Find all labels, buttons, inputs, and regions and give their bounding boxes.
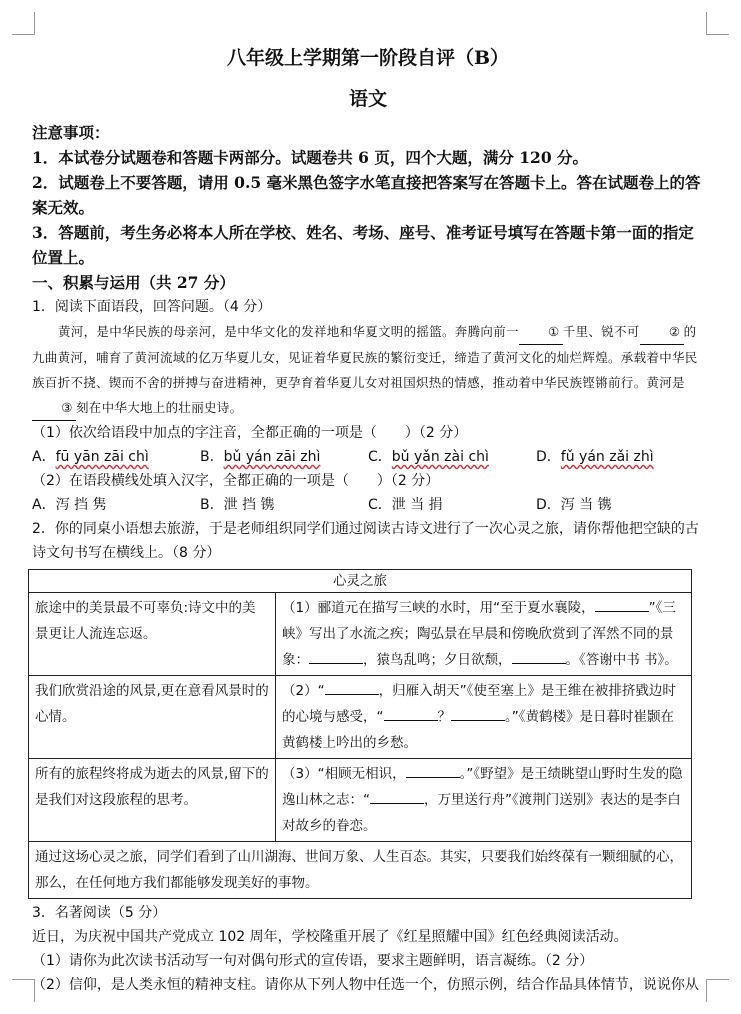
notice-heading: 注意事项： xyxy=(32,123,110,142)
notice-item-1: 1．本试卷分试题卷和答题卡两部分。试题卷共 6 页，四个大题，满分 120 分。 xyxy=(32,148,589,167)
row-content: （2）“ ，归雁入胡天”《使至塞上》是王维在被排挤戥边时的心境与感受，“ ？ 。”《黄鹤楼》是日暮时崔颢在黄鹤楼上吟出的乡愁。 xyxy=(276,676,692,759)
option-b: B．泄 挡 镌 xyxy=(200,497,275,513)
crop-mark-top-right xyxy=(706,12,729,35)
row-theme: 旅途中的美景最不可辜负:诗文中的美景更让人流连忘返。 xyxy=(29,593,276,676)
question-1-sub-2: （2）在语段横线处填入汉字，全都正确的一项是（ ）（2 分） xyxy=(32,473,440,489)
passage-text-2: 千里、锐不可 xyxy=(562,324,640,339)
question-1-sub-1: （1）依次给语段中加点的字注音，全都正确的一项是（ ）（2 分） xyxy=(32,425,468,441)
crop-mark-top-left xyxy=(12,12,35,35)
option-d: D．fǔ yán zǎi zhì xyxy=(536,449,654,465)
section-heading: 一、积累与运用（共 27 分） xyxy=(32,273,235,292)
sub-2-options xyxy=(32,493,704,517)
blank-2: ② xyxy=(640,319,684,345)
question-2-stem: 2．你的同桌小语想去旅游，于是老师组织同学们通过阅读古诗文进行了一次心灵之旅，请你帮他把空缺的古诗文句书写在横线上。（8 分） xyxy=(32,521,699,561)
option-a: A．fū yān zāi chì xyxy=(32,449,149,465)
blank-3: ③ xyxy=(32,395,76,421)
sub-1-options xyxy=(32,445,704,469)
question-3-sub-2: （2）信仰，是人类永恒的精神支柱。请你从下列人物中任选一个，仿照示例，结合作品具体情节，说说你从 xyxy=(32,977,699,993)
question-3-intro: 近日，为庆祝中国共产党成立 102 周年，学校隆重开展了《红星照耀中国》红色经典阅读活动。 xyxy=(32,929,628,945)
table-row xyxy=(29,593,692,676)
question-1-stem: 1．阅读下面语段，回答问题。（4 分） xyxy=(32,299,272,315)
passage-text-4: 刻在中华大地上的壮丽史诗。 xyxy=(76,400,243,415)
blank-1: ① xyxy=(519,319,563,345)
row-content: （3）“相顾无相识， 。”《野望》是王绩眺望山野时生发的隐逸山林之志：“ ，万里送行舟”《渡荆门送别》表达的是李白对故乡的眷恋。 xyxy=(276,759,692,842)
option-c: C．bǔ yǎn zài chì xyxy=(368,449,489,465)
poetry-table xyxy=(28,569,692,899)
subject-title: 语文 xyxy=(348,88,387,110)
table-row xyxy=(29,759,692,842)
question-3-stem: 3．名著阅读（5 分） xyxy=(32,905,167,921)
question-3-sub-1: （1）请你为此次读书活动写一句对偶句形式的宣传语，要求主题鲜明，语言凝练。（2 分） xyxy=(32,953,594,969)
row-theme: 我们欣赏沿途的风景,更在意看风景时的心情。 xyxy=(29,676,276,759)
notice-item-2: 2．试题卷上不要答题，请用 0.5 毫米黑色签字水笔直接把答案写在答题卡上。答在试题卷上的答案无效。 xyxy=(32,173,701,217)
exam-page xyxy=(32,42,704,997)
table-footer: 通过这场心灵之旅，同学们看到了山川湖海、世间万象、人生百态。其实，只要我们始终葆有一颗细腻的心，那么，在任何地方我们都能够发现美好的事物。 xyxy=(29,842,692,899)
question-1-passage xyxy=(32,319,704,421)
option-c: C．泄 当 捐 xyxy=(368,497,443,513)
notice-item-3: 3．答题前，考生务必将本人所在学校、姓名、考场、座号、准考证号填写在答题卡第一面的指定位置上。 xyxy=(32,223,694,267)
option-b: B．bǔ yán zāi zhì xyxy=(200,449,321,465)
row-content: （1）郦道元在描写三峡的水时，用“至于夏水襄陵， ”《三峡》写出了水流之疾；陶弘景在早晨和傍晚欣赏到了浑然不同的景象： ，猿鸟乱鸣；夕日欲颓， 。《答谢中书 书》。 xyxy=(276,593,692,676)
option-a: A．泻 挡 隽 xyxy=(32,497,107,513)
exam-title: 八年级上学期第一阶段自评（B） xyxy=(226,47,510,69)
row-theme: 所有的旅程终将成为逝去的风景,留下的是我们对这段旅程的思考。 xyxy=(29,759,276,842)
table-title: 心灵之旅 xyxy=(29,570,692,593)
table-row xyxy=(29,676,692,759)
option-d: D．泻 当 镌 xyxy=(536,497,612,513)
passage-text-3: 的九曲黄河，哺育了黄河流域的亿万华夏儿女，见证着华夏民族的繁衍变迁，缔造了黄河文化的灿烂辉煌。承载着中华民族百折不挠、锲而不舍的拼搏与奋进精神，更孕育着华夏儿女对祖国炽热的情感，推动着中华民族铿锵前行。黄河是 xyxy=(32,324,698,390)
passage-text-1: 黄河，是中华民族的母亲河，是中华文化的发祥地和华夏文明的摇篮。奔腾向前一 xyxy=(58,324,519,339)
crop-mark-bottom-right xyxy=(706,979,729,1002)
